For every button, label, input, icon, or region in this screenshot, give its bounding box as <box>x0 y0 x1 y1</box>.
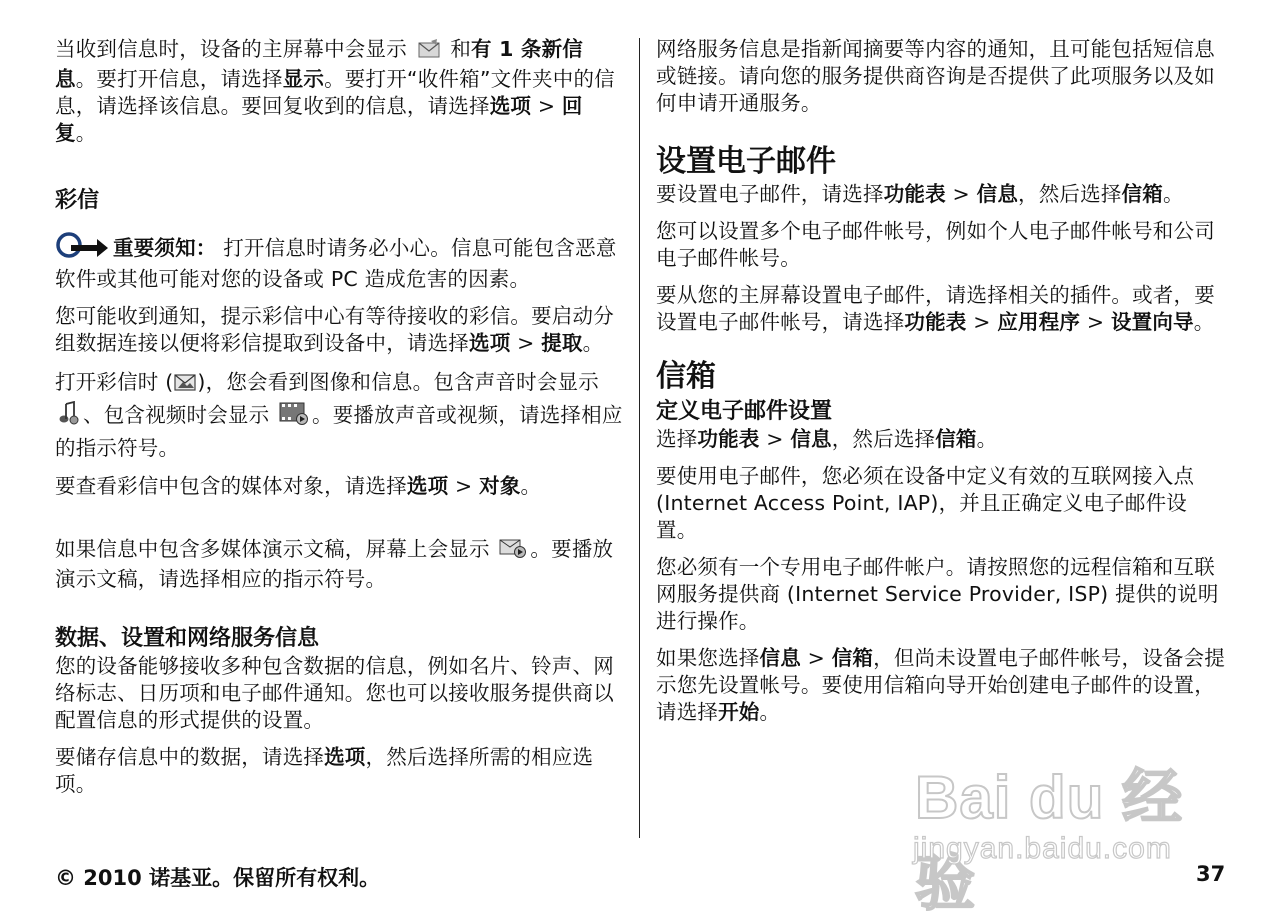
presentation-icon <box>499 537 527 566</box>
setup-email-heading: 设置电子邮件 <box>656 144 836 179</box>
column-divider <box>639 38 640 838</box>
paragraph-isp: 您必须有一个专用电子邮件帐户。请按照您的远程信箱和互联网服务提供商 (Internet Service Provider, ISP) 提供的说明进行操作。 <box>656 555 1219 633</box>
paragraph-mailbox-wizard: 如果您选择信息 > 信箱，但尚未设置电子邮件帐号，设备会提示您先设置帐号。要使用信箱向导开始创建电子邮件的设置，请选择开始。 <box>656 646 1226 724</box>
paragraph-service-messages: 网络服务信息是指新闻摘要等内容的通知，且可能包括短信息或链接。请向您的服务提供商咨询是否提供了此项服务以及如何申请开通服务。 <box>656 37 1215 115</box>
watermark-brand: Bai du 经验 <box>915 764 1184 917</box>
envelope-icon <box>417 39 441 66</box>
mailbox-heading: 信箱 <box>656 359 716 394</box>
paragraph-iap: 要使用电子邮件，您必须在设备中定义有效的互联网接入点 (Internet Access Point, IAP)，并且正确定义电子邮件设置。 <box>656 464 1195 542</box>
define-email-settings-heading: 定义电子邮件设置 <box>656 399 833 424</box>
notice-paragraph: 重要须知： 打开信息时请务必小心。信息可能包含恶意软件或其他可能对您的设备或 PC 造成危害的因素。 <box>55 231 623 293</box>
paragraph-setup-email: 要设置电子邮件，请选择功能表 > 信息，然后选择信箱。 <box>656 182 1184 206</box>
paragraph-data-messages: 您的设备能够接收多种包含数据的信息，例如名片、铃声、网络标志、日历项和电子邮件通知。您也可以接收服务提供商以配置信息的形式提供的设置。 <box>55 654 614 732</box>
mms-heading: 彩信 <box>55 188 100 213</box>
mms-icon <box>174 370 196 400</box>
sound-icon <box>58 401 80 433</box>
left-column <box>55 36 623 798</box>
right-column <box>656 36 1228 726</box>
data-settings-heading: 数据、设置和网络服务信息 <box>55 626 320 651</box>
paragraph-media-objects: 要查看彩信中包含的媒体对象，请选择选项 > 对象。 <box>55 474 542 498</box>
copyright: © 2010 诺基亚。保留所有权利。 <box>55 866 381 890</box>
paragraph-open-mms: 打开彩信时 ( )，您会看到图像和信息。包含声音时会显示 、包含视频时会显示 。要播放声音或视频，请选择相应的指示符号。 <box>55 370 623 460</box>
watermark-url: jingyan.baidu.com <box>913 832 1172 865</box>
page-number: 37 <box>1196 862 1226 886</box>
video-icon <box>279 401 309 433</box>
paragraph-home-screen-setup: 要从您的主屏幕设置电子邮件，请选择相关的插件。或者，要设置电子邮件帐号，请选择功能表 > 应用程序 > 设置向导。 <box>656 283 1215 334</box>
paragraph-multiple-accounts: 您可以设置多个电子邮件帐号，例如个人电子邮件帐号和公司电子邮件帐号。 <box>656 219 1215 270</box>
paragraph-mms-notification: 您可能收到通知，提示彩信中心有等待接收的彩信。要启动分组数据连接以便将彩信提取到设备中，请选择选项 > 提取。 <box>55 304 614 355</box>
paragraph-new-message: 当收到信息时，设备的主屏幕中会显示 和有 1 条新信息。要打开信息，请选择显示。要打开“收件箱”文件夹中的信息，请选择该信息。要回复收到的信息，请选择选项 > 回复。 <box>55 37 615 145</box>
paragraph-save-data: 要储存信息中的数据，请选择选项，然后选择所需的相应选项。 <box>55 745 594 796</box>
paragraph-presentation: 如果信息中包含多媒体演示文稿，屏幕上会显示 。要播放演示文稿，请选择相应的指示符号。 <box>55 537 614 591</box>
baidu-jingyan-watermark <box>905 740 1210 917</box>
notice-pointer-icon <box>55 231 109 266</box>
paragraph-select-mailbox: 选择功能表 > 信息，然后选择信箱。 <box>656 427 998 451</box>
